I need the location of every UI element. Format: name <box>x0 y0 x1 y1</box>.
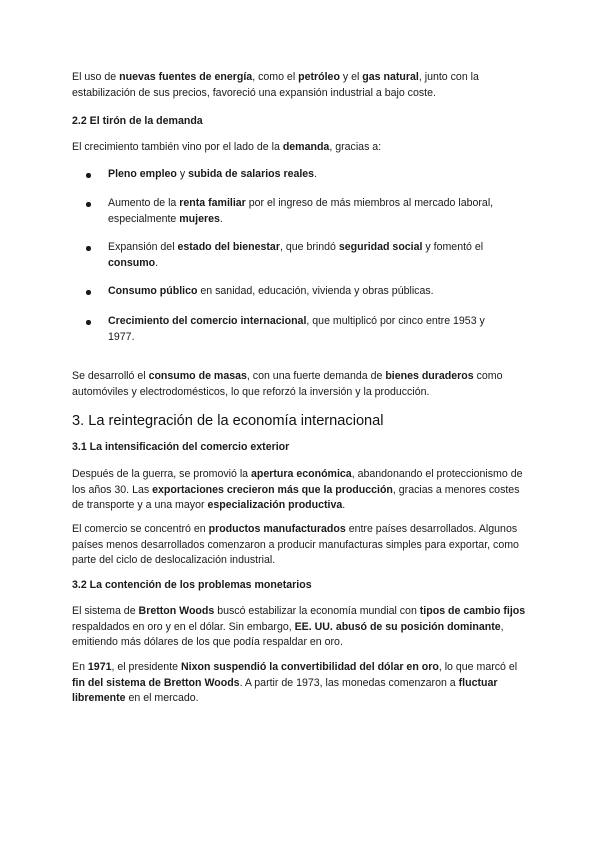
list-item: Pleno empleo y subida de salarios reales. <box>72 167 512 183</box>
bullet-icon <box>86 290 91 295</box>
bullet-icon <box>86 320 91 325</box>
heading-3-1: 3.1 La intensificación del comercio exterior <box>72 441 290 453</box>
mass-consumption-paragraph: Se desarrolló el consumo de masas, con una fuerte demanda de bienes duraderos como automóviles y electrodomésticos, lo que reforzó la inversión y la producción. <box>72 370 503 398</box>
bullet-icon <box>86 246 91 251</box>
heading-section-3: 3. La reintegración de la economía internacional <box>72 413 384 429</box>
monetary-paragraph-2: En 1971, el presidente Nixon suspendió la convertibilidad del dólar en oro, lo que marcó el fin del sistema de Bretton Woods. A partir de 1973, las monedas comenzaron a fluctuar libremente en el mercado. <box>72 661 518 704</box>
list-item: Expansión del estado del bienestar, que brindó seguridad social y fomentó el consumo. <box>72 240 512 271</box>
monetary-paragraph-1: El sistema de Bretton Woods buscó estabilizar la economía mundial con tipos de cambio fijos respaldados en oro y en el dólar. Sin embargo, EE. UU. abusó de su posición dominante, emitiendo más dólares de los que podía respaldar en oro. <box>72 605 526 648</box>
foreign-trade-paragraph-1: Después de la guerra, se promovió la apertura económica, abandonando el proteccionismo de los años 30. Las exportaciones crecieron más que la producción, gracias a menores costes de transporte y a una mayor especialización productiva. <box>72 468 523 511</box>
bullet-icon <box>86 202 91 207</box>
demand-intro-paragraph: El crecimiento también vino por el lado de la demanda, gracias a: <box>72 141 382 153</box>
foreign-trade-paragraph-2: El comercio se concentró en productos manufacturados entre países desarrollados. Algunos países menos desarrollados comenzaron a producir manufacturas simples para exportar, como parte del ciclo de deslocalización industrial. <box>72 523 519 566</box>
list-item: Consumo público en sanidad, educación, vivienda y obras públicas. <box>72 284 512 300</box>
list-item: Crecimiento del comercio internacional, que multiplicó por cinco entre 1953 y 1977. <box>72 314 512 345</box>
bullet-icon <box>86 173 91 178</box>
heading-3-2: 3.2 La contención de los problemas monetarios <box>72 579 312 591</box>
heading-2-2: 2.2 El tirón de la demanda <box>72 115 203 127</box>
intro-paragraph: El uso de nuevas fuentes de energía, como el petróleo y el gas natural, junto con la estabilización de sus precios, favoreció una expansión industrial a bajo coste. <box>72 71 479 99</box>
list-item: Aumento de la renta familiar por el ingreso de más miembros al mercado laboral, especialmente mujeres. <box>72 196 512 227</box>
